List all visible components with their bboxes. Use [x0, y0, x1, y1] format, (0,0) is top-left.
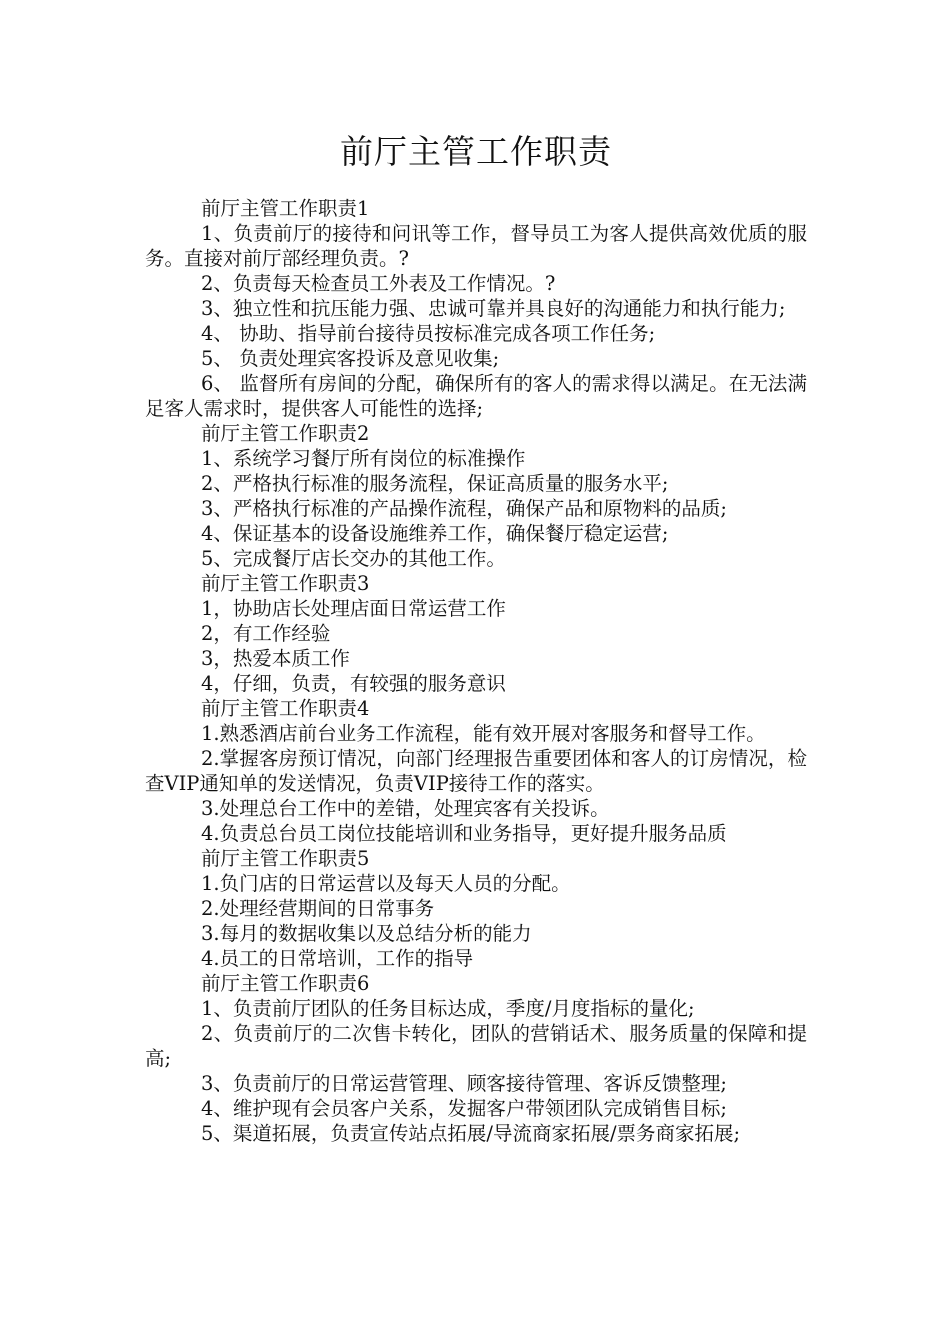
section-heading: 前厅主管工作职责5	[201, 847, 370, 870]
list-item: 4、保证基本的设备设施维养工作，确保餐厅稳定运营;	[201, 522, 669, 545]
list-item: 3.每月的数据收集以及总结分析的能力	[201, 922, 532, 945]
list-item: 1、系统学习餐厅所有岗位的标准操作	[201, 447, 526, 470]
list-item: 4.员工的日常培训，工作的指导	[201, 947, 474, 970]
section-heading: 前厅主管工作职责3	[201, 572, 370, 595]
list-item: 3、严格执行标准的产品操作流程，确保产品和原物料的品质;	[201, 497, 727, 520]
section-2	[145, 421, 807, 571]
list-item: 2.处理经营期间的日常事务	[201, 897, 435, 920]
list-item: 2.掌握客房预订情况，向部门经理报告重要团体和客人的订房情况，检查VIP通知单的发送情况，负责VIP接待工作的落实。	[145, 747, 807, 795]
list-item: 2、严格执行标准的服务流程，保证高质量的服务水平;	[201, 472, 669, 495]
document-title: 前厅主管工作职责	[340, 132, 612, 171]
list-item: 3，热爱本质工作	[201, 647, 350, 670]
list-item: 3.处理总台工作中的差错，处理宾客有关投诉。	[201, 797, 610, 820]
section-4	[145, 696, 807, 846]
list-item: 4，仔细，负责，有较强的服务意识	[201, 672, 506, 695]
section-heading: 前厅主管工作职责4	[201, 697, 370, 720]
section-1	[145, 196, 807, 421]
list-item: 3、独立性和抗压能力强、忠诚可靠并具良好的沟通能力和执行能力;	[201, 297, 786, 320]
section-heading: 前厅主管工作职责1	[201, 197, 370, 220]
list-item: 6、 监督所有房间的分配，确保所有的客人的需求得以满足。在无法满足客人需求时，提供客人可能性的选择;	[145, 372, 807, 420]
list-item: 1.负门店的日常运营以及每天人员的分配。	[201, 872, 571, 895]
list-item: 2、负责前厅的二次售卡转化，团队的营销话术、服务质量的保障和提高;	[145, 1022, 807, 1070]
section-5	[145, 846, 807, 971]
list-item: 1，协助店长处理店面日常运营工作	[201, 597, 506, 620]
list-item: 2、负责每天检查员工外表及工作情况。?	[201, 272, 556, 295]
list-item: 1、负责前厅团队的任务目标达成，季度/月度指标的量化;	[201, 997, 695, 1020]
list-item: 5、 负责处理宾客投诉及意见收集;	[201, 347, 500, 370]
section-3	[145, 571, 807, 696]
document-page	[145, 0, 807, 1146]
list-item: 4、维护现有会员客户关系，发掘客户带领团队完成销售目标;	[201, 1097, 727, 1120]
list-item: 3、负责前厅的日常运营管理、顾客接待管理、客诉反馈整理;	[201, 1072, 727, 1095]
list-item: 1、负责前厅的接待和问讯等工作，督导员工为客人提供高效优质的服务。直接对前厅部经理负责。?	[145, 222, 807, 270]
section-heading: 前厅主管工作职责2	[201, 422, 370, 445]
list-item: 1.熟悉酒店前台业务工作流程，能有效开展对客服务和督导工作。	[201, 722, 766, 745]
list-item: 5、完成餐厅店长交办的其他工作。	[201, 547, 506, 570]
list-item: 5、渠道拓展，负责宣传站点拓展/导流商家拓展/票务商家拓展;	[201, 1122, 741, 1145]
list-item: 2，有工作经验	[201, 622, 331, 645]
section-heading: 前厅主管工作职责6	[201, 972, 370, 995]
document-body	[145, 196, 807, 1146]
list-item: 4.负责总台员工岗位技能培训和业务指导，更好提升服务品质	[201, 822, 727, 845]
list-item: 4、 协助、指导前台接待员按标准完成各项工作任务;	[201, 322, 656, 345]
section-6	[145, 971, 807, 1146]
